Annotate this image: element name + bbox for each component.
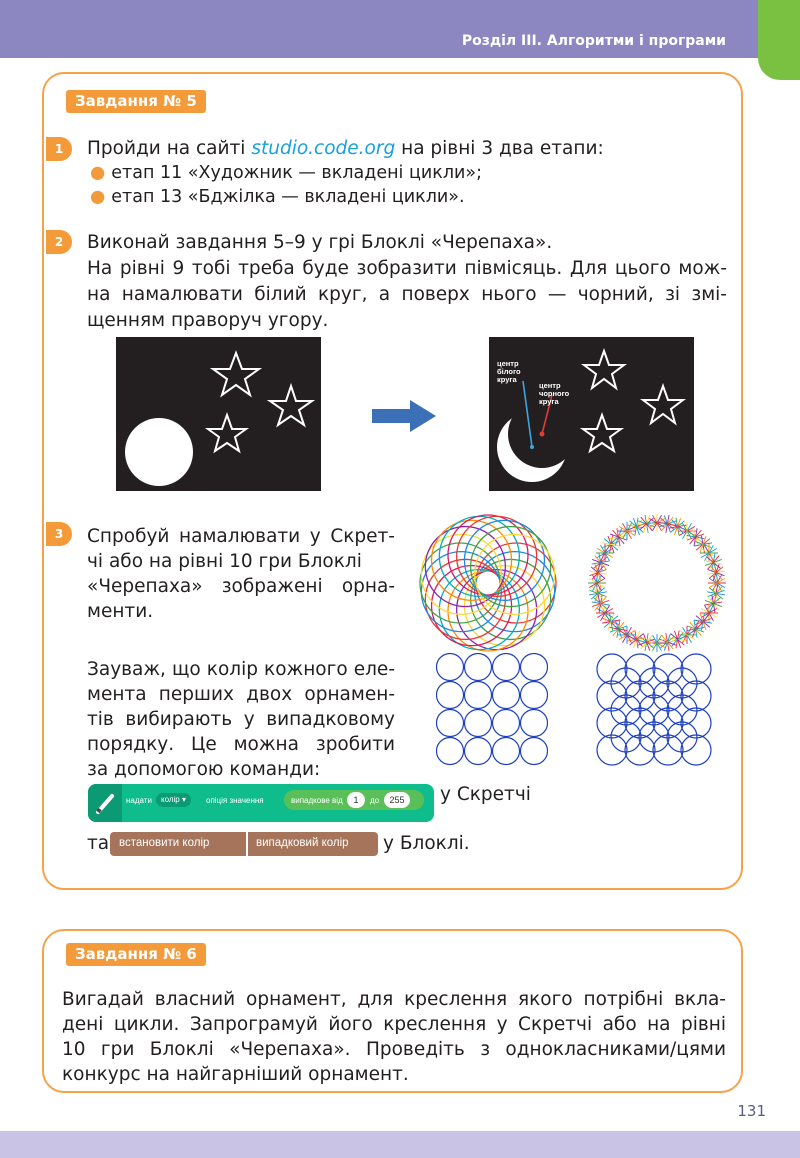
step2-line-3: на намалювати білий круг, а поверх нього — чорний, зі змі- [87,284,727,305]
page-number: 131 [737,1102,766,1120]
scratch-word-random: випадкове від [291,796,343,805]
studio-link[interactable]: studio.code.org [251,138,396,159]
step1-text [87,137,604,161]
step3-note-2: мента перших двох орнамен- [87,684,395,705]
blockly-random-colour-block [248,832,378,856]
label-white-2: білого [497,367,521,376]
scratch-block [88,784,434,822]
task6-line-4: конкурс на найгарніший орнамент. [62,1064,409,1085]
ornament-overlapping-circles [596,653,712,767]
blockly-random-colour-label: випадковий колір [256,837,349,849]
scratch-dropdown-color[interactable]: колір ▾ [156,793,191,807]
blockly-pre-text: та [87,833,110,854]
blockly-set-colour-label: встановити колір [119,837,210,849]
full-moon-image [116,337,321,491]
scratch-dropdown-label: колір [161,795,180,804]
label-black-1: центр [539,381,561,390]
step-number-2: 2 [46,230,72,254]
ornament-spirograph [418,513,558,653]
scratch-word-to: до [370,796,380,805]
blockly-post-text: у Блоклі. [383,833,470,854]
blockly-set-colour-block [110,832,246,856]
bullet-1-text: етап 11 «Художник — вкладені цикли»; [111,163,482,183]
header-bar [0,0,800,58]
ornament-circle-grid [436,653,548,767]
step3-note-3: тів вибирають у випадковому [87,709,395,730]
scratch-input-from[interactable]: 1 [347,792,365,808]
step3-line-3: «Черепаха» зображені орна- [87,576,395,597]
bullet-icon: ● [90,187,106,207]
bullet-2-text: етап 13 «Бджілка — вкладені цикли». [111,187,465,207]
step3-note-4: порядку. Це можна зробити [87,734,395,755]
pen-icon [88,784,122,822]
step3-note-1: Зауваж, що колір кожного еле- [87,659,395,680]
bullet-icon: ● [90,163,106,183]
step2-line-1: Виконай завдання 5–9 у грі Блоклі «Черепаха». [87,232,553,253]
label-black-2: чорного [539,389,570,398]
arrow-right-icon [372,400,438,432]
step1-bullet-1 [90,161,482,185]
crescent-image [489,337,694,491]
task6-title: Завдання № 6 [66,943,206,966]
step3-line-2: чі або на рівні 10 гри Блоклі [87,551,362,572]
task6-line-1: Вигадай власний орнамент, для креслення якого потрібні вкла- [62,989,726,1010]
label-white-1: центр [497,359,519,368]
label-black-3: круга [539,397,559,406]
step2-line-4: щенням праворуч угору. [87,310,329,331]
step1-bullet-2 [90,185,465,209]
section-title: Розділ III. Алгоритми і програми [461,33,726,49]
step1-text-pre: Пройди на сайті [87,138,252,159]
task6-line-2: дені цикли. Запрограмуй його креслення у Скретчі або на рівні [62,1014,726,1035]
ornament-ring [584,510,730,656]
scratch-input-to[interactable]: 255 [384,792,410,808]
step1-text-post: на рівні 3 два етапи: [395,138,604,159]
step-number-1: 1 [46,137,72,161]
chapter-tab [758,0,800,80]
step2-line-2: На рівні 9 тобі треба буде зобразити півмісяць. Для цього мож- [87,258,727,279]
scratch-word-option: опіція значення [206,796,264,805]
task5-title: Завдання № 5 [66,90,206,113]
step3-line-4: менти. [87,601,154,622]
step3-note-5: за допомогою команди: [87,759,321,780]
step-number-3: 3 [46,522,72,546]
footer-bar [0,1131,800,1158]
task6-line-3: 10 гри Блоклі «Черепаха». Проведіть з однокласниками/цями [62,1039,726,1060]
scratch-word-set: надати [126,796,152,805]
after-scratch-text: у Скретчі [440,784,531,805]
label-white-3: круга [497,375,517,384]
step3-line-1: Спробуй намалювати у Скрет- [87,526,395,547]
